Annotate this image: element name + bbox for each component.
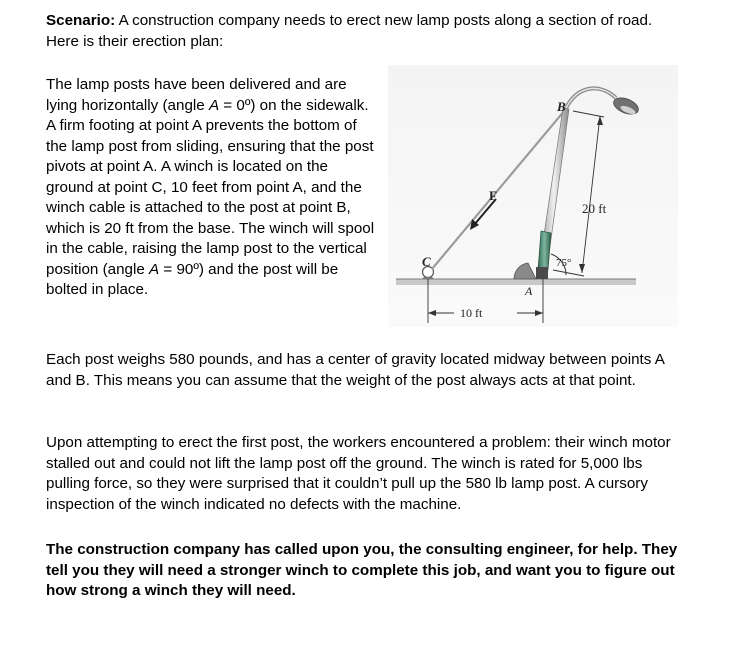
erection-plan-text-1: The lamp posts have been delivered and are lying horizontally (angle: [46, 76, 347, 114]
problem-paragraph: Upon attempting to erect the first post, the workers encountered a problem: their winch motor stalled out and could not lift the lamp post off the ground. The winch is rated for 5,000 lbs pulling force, so they were surprised that it couldn’t pull up the 580 lb lamp post. A cursory inspection of the winch indicated no defects with the machine.: [46, 434, 671, 513]
label-10ft: 10 ft: [460, 306, 483, 320]
erection-plan-paragraph: [46, 75, 376, 301]
scenario-text: A construction company needs to erect new lamp posts along a section of road. Here is their erection plan:: [46, 12, 653, 50]
label-f: F: [489, 188, 497, 203]
label-c: C: [422, 254, 431, 269]
ground: [396, 279, 636, 285]
scenario-label: Scenario:: [46, 12, 116, 29]
label-a: A: [525, 284, 533, 298]
label-75-degrees: 75°: [556, 257, 572, 269]
erection-plan-text-3: = 90º) and the post will be bolted in place.: [46, 260, 339, 298]
request-paragraph: The construction company has called upon you, the consulting engineer, for help. They tell you they will need a stronger winch to complete this job, and want you to figure out how strong a winch they will need.: [46, 541, 678, 599]
weight-paragraph: Each post weighs 580 pounds, and has a center of gravity located midway between points A and B. This means you can assume that the weight of the post always acts at that point.: [46, 351, 665, 389]
angle-variable-2: A: [149, 260, 160, 278]
label-20ft: 20 ft: [582, 201, 607, 216]
erection-plan-text-2: = 0º) on the sidewalk. A firm footing at point A prevents the bottom of the lamp post from sliding, ensuring that the post pivots at point A. A winch is located on the ground at point C, 10 feet from point A, and the winch cable is attached to the post at point B, which is 20 ft from the base. The winch will spool in the cable, raising the lamp post to the vertical position (angle: [46, 96, 375, 278]
scenario-paragraph: [46, 11, 686, 52]
angle-variable-1: A: [208, 96, 220, 114]
lamp-post-diagram: [388, 65, 678, 327]
label-b: B: [557, 99, 566, 114]
